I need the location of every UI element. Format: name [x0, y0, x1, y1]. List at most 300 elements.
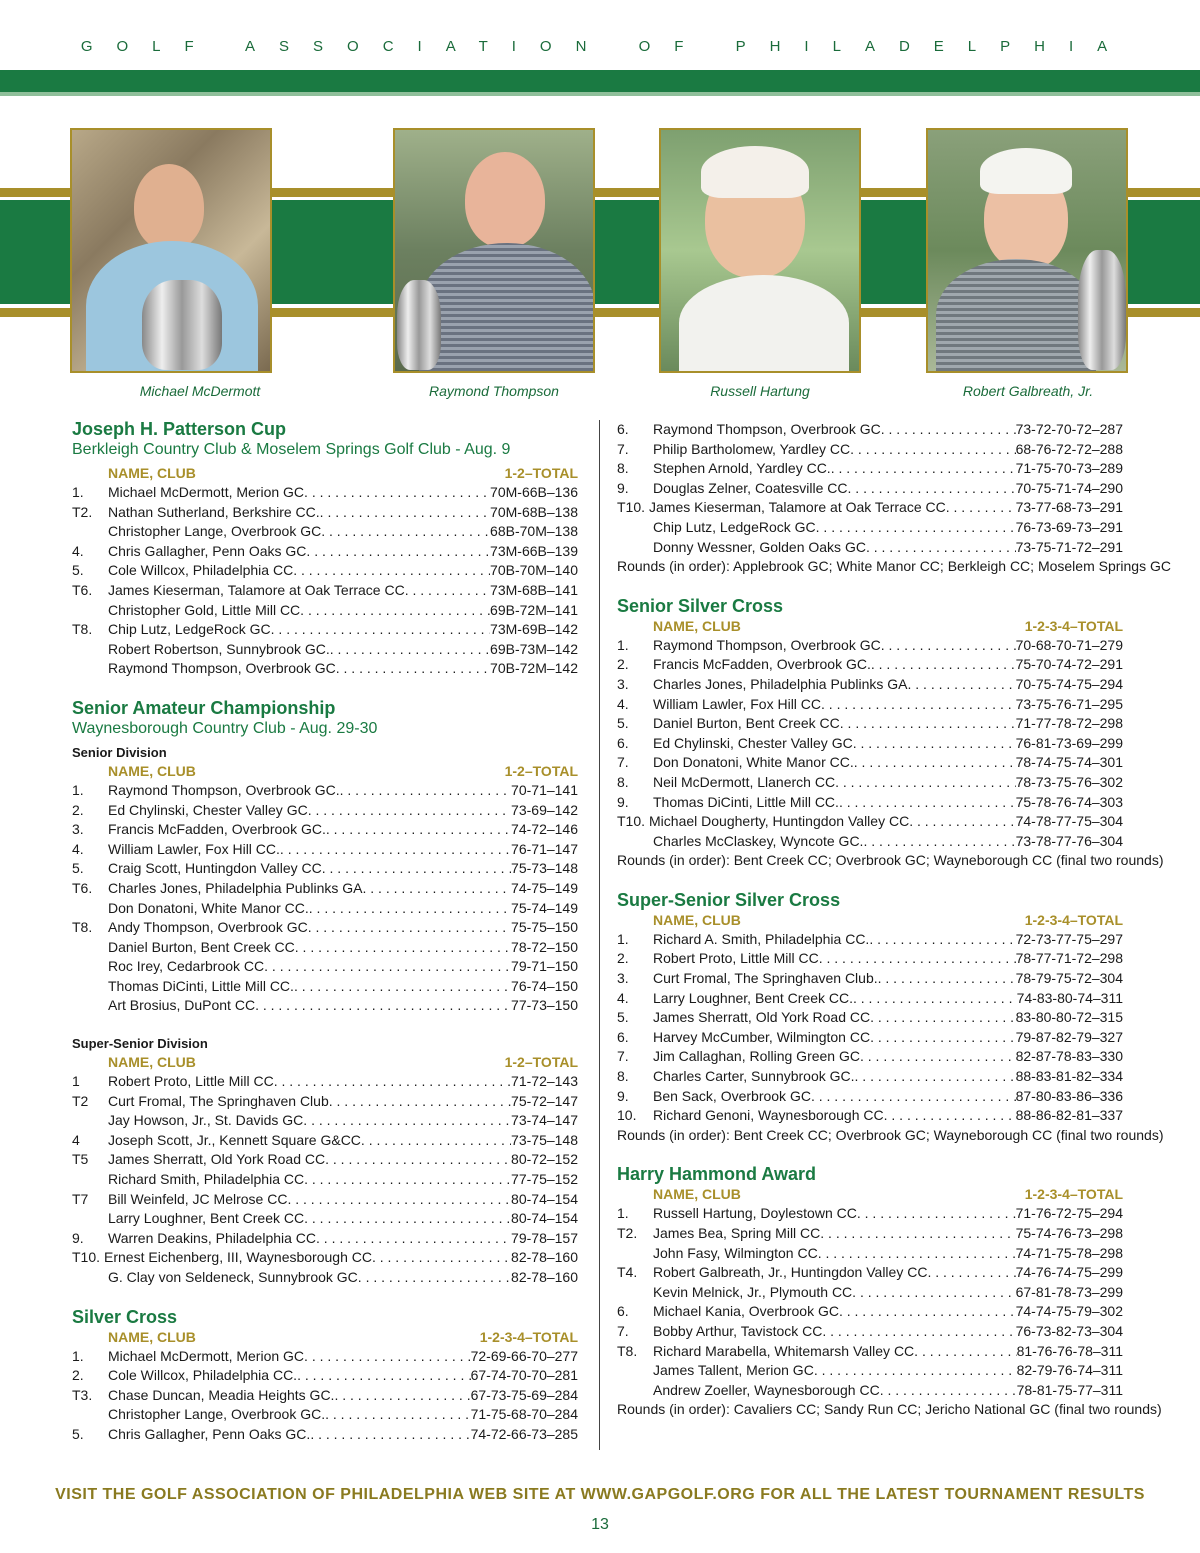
photo-michael-mcdermott: [70, 128, 272, 373]
finish-position: T8.: [72, 919, 93, 936]
score-total: 71-72–143: [511, 1073, 578, 1090]
result-row: [72, 879, 578, 899]
result-row: [72, 1131, 578, 1151]
player-club: Christopher Gold, Little Mill CC: [108, 601, 301, 618]
player-club: Joseph Scott, Jr., Kennett Square G&CC: [108, 1131, 361, 1148]
result-row: [72, 1366, 578, 1386]
leader-dots: [853, 734, 1016, 754]
finish-position: 6.: [617, 734, 629, 751]
leader-dots: [372, 1248, 511, 1268]
score-total: 70-68-70-71–279: [1015, 636, 1123, 653]
result-row: [72, 659, 578, 679]
result-row: [72, 1229, 578, 1249]
score-total: 76-74–150: [511, 977, 578, 994]
masthead-green-band: [0, 70, 1200, 92]
score-total: 72-73-77-75–297: [1015, 930, 1123, 947]
rounds-note: Rounds (in order): Applebrook GC; White Manor CC; Berkleigh CC; Moselem Springs GC: [617, 558, 1171, 575]
finish-position: 1: [72, 1073, 80, 1090]
results-header: [72, 1328, 578, 1347]
finish-position: 2.: [617, 656, 629, 673]
leader-dots: [264, 957, 511, 977]
photo-caption: Robert Galbreath, Jr.: [962, 383, 1094, 399]
player-club: Philip Bartholomew, Yardley CC: [653, 440, 851, 457]
finish-position: 8.: [617, 773, 629, 790]
finish-position: [72, 1111, 108, 1131]
finish-position: 2.: [72, 1367, 84, 1384]
finish-position: 4.: [617, 695, 629, 712]
player-club: Charles Jones, Philadelphia Publinks GA: [653, 675, 908, 692]
section-gap: [72, 1288, 578, 1306]
header-name-club: NAME, CLUB: [653, 911, 741, 928]
leader-dots: [881, 420, 1016, 440]
result-row: [72, 561, 578, 581]
player-club: Harvey McCumber, Wilmington CC: [653, 1028, 871, 1045]
player-club: Don Donatoni, White Manor CC.: [108, 899, 309, 916]
player-club: Roc Irey, Cedarbrook CC: [108, 958, 265, 975]
score-total: 70-75-71-74–290: [1015, 479, 1123, 496]
leader-dots: [255, 996, 511, 1016]
finish-position: 6.: [617, 1028, 629, 1045]
finish-position: [72, 640, 108, 660]
finish-position: 10.: [617, 1107, 637, 1124]
leader-dots: [871, 655, 1016, 675]
player-club: Michael McDermott, Merion GC: [108, 1347, 305, 1364]
result-row: [617, 753, 1123, 773]
finish-position: 1.: [617, 1205, 629, 1222]
photo-caption: Michael McDermott: [139, 383, 261, 399]
player-club: James Tallent, Merion GC: [653, 1362, 814, 1379]
header-name-club: NAME, CLUB: [108, 762, 196, 779]
result-row: [72, 1386, 578, 1406]
score-total: 70M-68B–138: [490, 503, 578, 520]
finish-position: 3.: [617, 970, 629, 987]
player-club: Andrew Zoeller, Waynesborough CC: [653, 1381, 880, 1398]
result-row: [72, 1150, 578, 1170]
finish-position: [617, 1361, 653, 1381]
finish-position: 5.: [617, 715, 629, 732]
player-club: Raymond Thompson, Overbrook GC: [653, 421, 881, 437]
result-row: [72, 503, 578, 523]
result-row: [72, 1347, 578, 1367]
player-club: Don Donatoni, White Manor CC.: [653, 754, 854, 771]
result-row: [72, 957, 578, 977]
results-column-left: [72, 418, 578, 1445]
finish-position: [72, 977, 108, 997]
player-club: Michael Dougherty, Huntingdon Valley CC: [649, 813, 910, 830]
score-total: 79-71–150: [511, 958, 578, 975]
player-club: Chris Gallagher, Penn Oaks GC: [108, 542, 307, 559]
score-total: 67-81-78-73–299: [1015, 1283, 1123, 1300]
section-gap: [617, 1145, 1123, 1163]
result-row: [617, 538, 1123, 558]
leader-dots: [405, 581, 490, 601]
finish-position: [617, 1381, 653, 1401]
finish-position: 9.: [617, 479, 629, 496]
finish-position: T3.: [72, 1386, 93, 1403]
score-total: 69B-72M–141: [490, 601, 578, 618]
result-row: [72, 899, 578, 919]
finish-position: 4: [72, 1131, 80, 1148]
leader-dots: [839, 1302, 1016, 1322]
player-club: Robert Proto, Little Mill CC: [108, 1073, 274, 1090]
player-club: Stephen Arnold, Yardley CC.: [653, 460, 831, 477]
result-row: [617, 1028, 1123, 1048]
rounds-note: Rounds (in order): Bent Creek CC; Overbrook GC; Wayneborough CC (final two rounds): [617, 852, 1164, 869]
result-row: [617, 420, 1123, 440]
finish-position: 2.: [617, 950, 629, 967]
result-row: [72, 1425, 578, 1445]
leader-dots: [308, 801, 511, 821]
result-row: [617, 1381, 1123, 1401]
leader-dots: [304, 1209, 511, 1229]
result-row: [72, 483, 578, 503]
score-total: 80-72–152: [511, 1151, 578, 1168]
finish-position: [72, 996, 108, 1016]
score-total: 70B-70M–140: [490, 562, 578, 579]
photo-russell-hartung: [659, 128, 861, 373]
finish-position: T8.: [617, 1342, 638, 1359]
score-total: 67-73-75-69–284: [470, 1386, 578, 1403]
player-club: Robert Galbreath, Jr., Huntingdon Valley CC: [653, 1264, 928, 1281]
header-total: 1-2–TOTAL: [504, 465, 578, 481]
photo-caption: Russell Hartung: [710, 383, 810, 399]
score-total: 82-87-78-83–330: [1015, 1048, 1123, 1065]
player-club: Thomas DiCinti, Little Mill CC.: [108, 977, 294, 994]
result-row: [617, 1302, 1123, 1322]
player-club: Richard Genoni, Waynesborough CC: [653, 1107, 884, 1124]
result-row: [617, 1106, 1123, 1126]
score-total: 73-77-68-73–291: [1015, 499, 1123, 516]
score-total: 75-75–150: [511, 919, 578, 936]
leader-dots: [946, 498, 1016, 518]
rounds-note: Rounds (in order): Cavaliers CC; Sandy Run CC; Jericho National GC (final two rounds): [617, 1401, 1162, 1418]
score-total: 78-74-75-74–301: [1015, 754, 1123, 771]
leader-dots: [329, 1092, 511, 1112]
result-row: [72, 1190, 578, 1210]
score-total: 78-73-75-76–302: [1015, 773, 1123, 790]
finish-position: 4.: [72, 542, 84, 559]
score-total: 71-76-72-75–294: [1015, 1205, 1123, 1222]
result-row: [72, 859, 578, 879]
result-row: [617, 655, 1123, 675]
result-row: [617, 773, 1123, 793]
results-header: [617, 911, 1123, 930]
leader-dots: [303, 1111, 511, 1131]
score-total: 79-78–157: [511, 1229, 578, 1246]
player-club: William Lawler, Fox Hill CC.: [108, 840, 280, 857]
leader-dots: [884, 1106, 1016, 1126]
score-total: 69B-73M–142: [490, 640, 578, 657]
score-total: 74-71-75-78–298: [1015, 1244, 1123, 1261]
leader-dots: [914, 1342, 1016, 1362]
score-total: 77-73–150: [511, 997, 578, 1014]
score-total: 80-74–154: [511, 1190, 578, 1207]
player-club: G. Clay von Seldeneck, Sunnybrook GC: [108, 1269, 358, 1285]
result-row: [72, 1209, 578, 1229]
score-total: 74-72–146: [511, 821, 578, 838]
player-club: Charles McClaskey, Wyncote GC.: [653, 832, 864, 849]
finish-position: T4.: [617, 1264, 638, 1281]
result-row: [617, 714, 1123, 734]
header-total: 1-2–TOTAL: [504, 762, 578, 779]
result-row: [617, 1283, 1123, 1303]
section-title: Harry Hammond Award: [617, 1164, 817, 1185]
leader-dots: [866, 538, 1016, 558]
masthead-title: GOLF ASSOCIATION OF PHILADELPHIA: [80, 38, 1132, 55]
player-club: Jay Howson, Jr., St. Davids GC: [108, 1112, 304, 1129]
player-club: James Sherratt, Old York Road CC: [108, 1151, 326, 1168]
player-club: Daniel Burton, Bent Creek CC: [653, 715, 840, 732]
score-total: 77-75–152: [511, 1171, 578, 1188]
finish-position: 9.: [72, 1229, 84, 1246]
leader-dots: [334, 1386, 470, 1406]
result-row: [617, 969, 1123, 989]
results-header: [617, 617, 1123, 636]
score-total: 75-70-74-72–291: [1015, 656, 1123, 673]
finish-position: [617, 1283, 653, 1303]
result-row: [617, 989, 1123, 1009]
finish-position: 6.: [617, 421, 629, 437]
result-row: [617, 1087, 1123, 1107]
score-total: 76-71–147: [511, 840, 578, 857]
player-club: James Kieserman, Talamore at Oak Terrace CC: [108, 581, 405, 598]
leader-dots: [304, 1347, 471, 1367]
leader-dots: [831, 459, 1016, 479]
player-club: Michael Kania, Overbrook GC: [653, 1303, 839, 1320]
finish-position: 5.: [72, 860, 84, 877]
result-row: [617, 930, 1123, 950]
finish-position: 8.: [617, 1068, 629, 1085]
finish-position: [72, 957, 108, 977]
player-club: Raymond Thompson, Overbrook GC.: [108, 781, 340, 798]
player-club: Craig Scott, Huntingdon Valley CC: [108, 860, 322, 877]
result-row: [72, 1092, 578, 1112]
result-row: [72, 522, 578, 542]
result-row: [617, 518, 1123, 538]
result-row: [72, 1268, 578, 1288]
section-title: Super-Senior Silver Cross: [617, 889, 841, 910]
finish-position: [72, 522, 108, 542]
finish-position: 1.: [72, 1347, 84, 1364]
player-club: Richard Marabella, Whitemarsh Valley CC: [653, 1342, 915, 1359]
finish-position: T6.: [72, 879, 93, 896]
finish-position: T10.: [72, 1249, 101, 1266]
finish-position: 1.: [72, 484, 84, 500]
result-row: [72, 918, 578, 938]
leader-dots: [839, 793, 1016, 813]
leader-dots: [361, 1131, 511, 1151]
results-header: [72, 1053, 578, 1072]
score-total: 73M-66B–139: [490, 542, 578, 559]
leader-dots: [326, 820, 511, 840]
score-total: 73-69–142: [511, 801, 578, 818]
leader-dots: [835, 773, 1016, 793]
header-name-club: NAME, CLUB: [108, 1328, 196, 1345]
player-club: James Sherratt, Old York Road CC: [653, 1009, 871, 1026]
result-row: [72, 542, 578, 562]
player-club: Chip Lutz, LedgeRock GC: [108, 621, 271, 638]
player-club: Chase Duncan, Meadia Heights GC.: [108, 1386, 335, 1403]
finish-position: 7.: [617, 1322, 629, 1339]
player-club: Richard A. Smith, Philadelphia CC.: [653, 930, 870, 947]
leader-dots: [362, 879, 511, 899]
section-title: Senior Silver Cross: [617, 595, 784, 616]
player-club: Richard Smith, Philadelphia CC: [108, 1171, 305, 1188]
leader-dots: [320, 503, 490, 523]
score-total: 74-76-74-75–299: [1015, 1264, 1123, 1281]
result-row: [617, 1322, 1123, 1342]
header-total: 1-2-3-4–TOTAL: [1024, 911, 1123, 928]
result-row: [617, 1342, 1123, 1362]
leader-dots: [310, 1425, 470, 1445]
result-row: [72, 1170, 578, 1190]
header-name-club: NAME, CLUB: [108, 1054, 196, 1071]
score-total: 80-74–154: [511, 1210, 578, 1227]
leader-dots: [287, 1190, 511, 1210]
score-total: 73-75-71-72–291: [1015, 538, 1123, 555]
player-club: Bobby Arthur, Tavistock CC: [653, 1322, 823, 1339]
score-total: 73M-68B–141: [490, 581, 578, 598]
leader-dots: [818, 1244, 1016, 1264]
finish-position: [617, 832, 653, 852]
finish-position: [72, 1209, 108, 1229]
score-total: 74-78-77-75–304: [1015, 813, 1123, 830]
finish-position: T10.: [617, 813, 646, 830]
leader-dots: [321, 522, 490, 542]
player-club: Michael McDermott, Merion GC: [108, 484, 305, 500]
player-club: Nathan Sutherland, Berkshire CC.: [108, 503, 320, 520]
leader-dots: [863, 832, 1015, 852]
result-row: [617, 734, 1123, 754]
result-row: [72, 977, 578, 997]
result-row: [72, 640, 578, 660]
result-row: [617, 832, 1123, 852]
leader-dots: [860, 1047, 1016, 1067]
score-total: 76-73-69-73–291: [1015, 518, 1123, 535]
leader-dots: [881, 636, 1016, 656]
leader-dots: [274, 1072, 511, 1092]
player-club: Robert Proto, Little Mill CC: [653, 950, 819, 967]
finish-position: [72, 899, 108, 919]
score-total: 73M-69B–142: [490, 621, 578, 638]
player-club: Raymond Thompson, Overbrook GC: [653, 636, 881, 653]
result-row: [72, 801, 578, 821]
header-total: 1-2-3-4–TOTAL: [479, 1328, 578, 1345]
score-total: 74-75–149: [511, 879, 578, 896]
score-total: 74-83-80-74–311: [1016, 989, 1123, 1006]
leader-dots: [857, 1204, 1016, 1224]
player-club: Andy Thompson, Overbrook GC: [108, 919, 308, 936]
result-row: [617, 812, 1123, 832]
section-title: Joseph H. Patterson Cup: [72, 419, 287, 439]
section-gap: [72, 679, 578, 697]
finish-position: T8.: [72, 621, 93, 638]
leader-dots: [306, 542, 490, 562]
leader-dots: [358, 1268, 511, 1288]
score-total: 81-76-76-78–311: [1016, 1342, 1123, 1359]
finish-position: 4.: [72, 840, 84, 857]
result-row: [72, 1111, 578, 1131]
finish-position: T10.: [617, 499, 646, 516]
score-total: 75-73–148: [511, 860, 578, 877]
section-subtitle: Waynesborough Country Club - Aug. 29-30: [72, 719, 378, 737]
result-row: [617, 1361, 1123, 1381]
finish-position: [72, 601, 108, 621]
finish-position: 5.: [72, 1425, 84, 1442]
result-row: [617, 459, 1123, 479]
player-club: Francis McFadden, Overbrook GC.: [653, 656, 871, 673]
leader-dots: [814, 1361, 1017, 1381]
score-total: 67-74-70-70–281: [470, 1367, 578, 1384]
score-total: 76-73-82-73–304: [1015, 1322, 1123, 1339]
score-total: 78-77-71-72–298: [1015, 950, 1123, 967]
header-name-club: NAME, CLUB: [653, 617, 741, 634]
leader-dots: [853, 989, 1017, 1009]
score-total: 75-74-76-73–298: [1015, 1225, 1123, 1241]
score-total: 72-69-66-70–277: [470, 1347, 578, 1364]
finish-position: 9.: [617, 1087, 629, 1104]
result-row: [617, 1263, 1123, 1283]
player-club: Cole Willcox, Philadelphia CC.: [108, 1367, 298, 1384]
section-gap: [617, 577, 1123, 595]
score-total: 88-86-82-81–337: [1015, 1107, 1123, 1124]
result-row: [617, 695, 1123, 715]
player-club: John Fasy, Wilmington CC: [653, 1244, 818, 1261]
leader-dots: [271, 620, 490, 640]
finish-position: [617, 538, 653, 558]
photo-robert-galbreath-jr: [926, 128, 1128, 373]
player-club: Ed Chylinski, Chester Valley GC: [108, 801, 308, 818]
finish-position: [72, 659, 108, 679]
finish-position: 7.: [617, 754, 629, 771]
finish-position: 7.: [617, 440, 629, 457]
result-row: [72, 840, 578, 860]
leader-dots: [816, 518, 1016, 538]
player-club: Chris Gallagher, Penn Oaks GC.: [108, 1425, 311, 1442]
result-row: [617, 1047, 1123, 1067]
player-club: Raymond Thompson, Overbrook GC: [108, 660, 336, 677]
score-total: 68-76-72-72–288: [1015, 440, 1123, 457]
leader-dots: [325, 1150, 511, 1170]
finish-position: 9.: [617, 793, 629, 810]
leader-dots: [325, 1405, 470, 1425]
player-club: Neil McDermott, Llanerch CC: [653, 773, 836, 790]
leader-dots: [308, 918, 511, 938]
player-club: Charles Jones, Philadelphia Publinks GA: [108, 879, 363, 896]
results-header: [72, 464, 578, 483]
result-row: [72, 996, 578, 1016]
player-club: Charles Carter, Sunnybrook GC.: [653, 1068, 855, 1085]
result-row: [72, 620, 578, 640]
photo-caption: Raymond Thompson: [429, 383, 559, 399]
player-club: Curt Fromal, The Springhaven Club: [108, 1092, 329, 1109]
result-row: [72, 581, 578, 601]
player-club: Chip Lutz, LedgeRock GC: [653, 518, 816, 535]
score-total: 79-87-82-79–327: [1015, 1028, 1123, 1045]
player-club: Francis McFadden, Overbrook GC.: [108, 821, 326, 838]
score-total: 78-79-75-72–304: [1015, 970, 1123, 987]
player-club: Curt Fromal, The Springhaven Club.: [653, 970, 878, 987]
finish-position: T2: [72, 1092, 89, 1109]
player-club: Larry Loughner, Bent Creek CC: [108, 1210, 305, 1227]
score-total: 75-74–149: [511, 899, 578, 916]
result-row: [617, 440, 1123, 460]
result-row: [617, 479, 1123, 499]
score-total: 74-72-66-73–285: [470, 1425, 578, 1442]
leader-dots: [304, 1170, 511, 1190]
leader-dots: [316, 1229, 511, 1249]
finish-position: [72, 938, 108, 958]
